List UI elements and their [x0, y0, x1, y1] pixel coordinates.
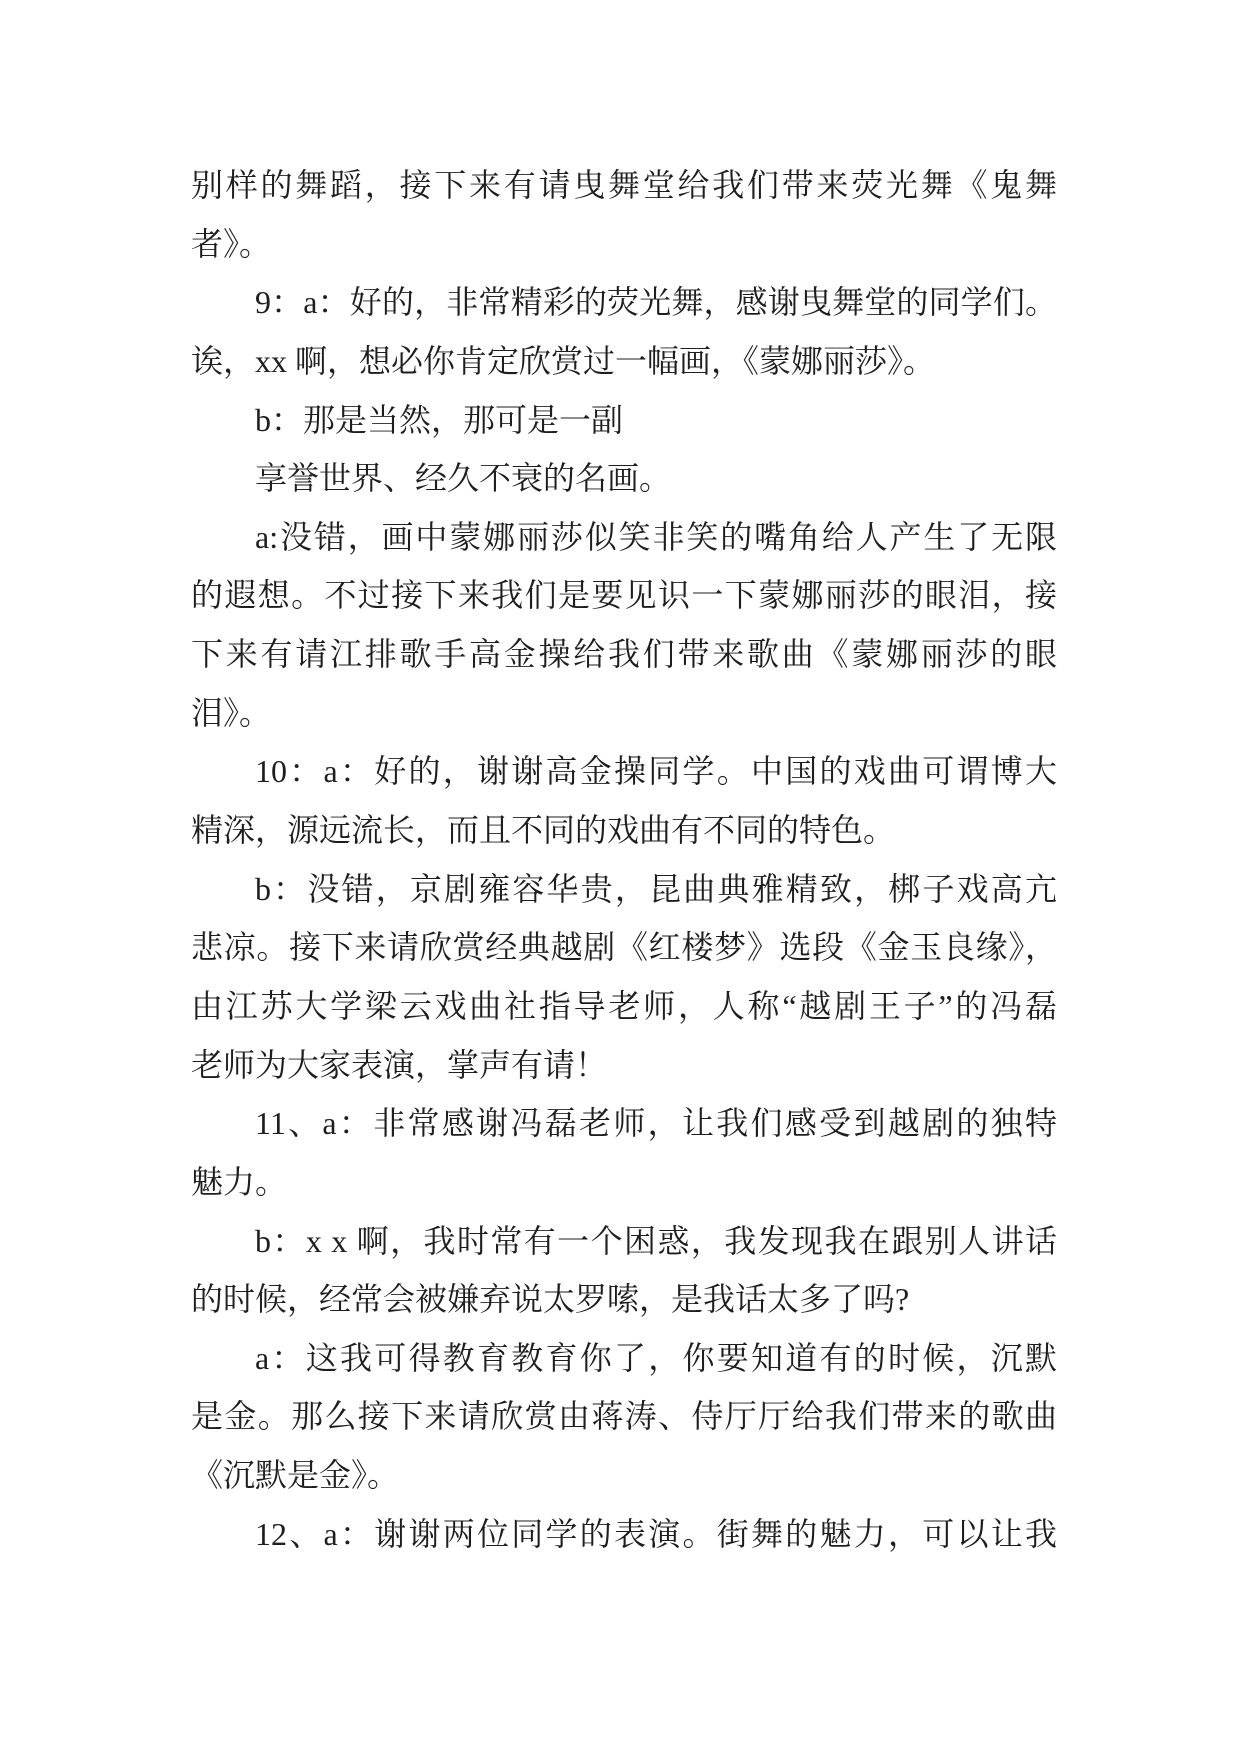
paragraph — [191, 508, 1057, 743]
text-line: 由江苏大学梁云戏曲社指导老师，人称“越剧王子”的冯磊 — [191, 987, 1057, 1024]
text-line: b：那是当然，那可是一副 — [255, 401, 624, 438]
text-line: 的时候，经常会被嫌弃说太罗嗦，是我话太多了吗? — [191, 1281, 910, 1318]
text-line: b：没错，京剧雍容华贵，昆曲典雅精致，梆子戏高亢 — [255, 870, 1057, 907]
paragraph — [191, 273, 1057, 390]
text-line: 泪》。 — [191, 694, 272, 731]
paragraph — [191, 156, 1057, 273]
text-line: 魅力。 — [191, 1163, 288, 1200]
document-body — [191, 156, 1057, 1563]
paragraph — [191, 860, 1057, 1095]
text-line: 别样的舞蹈，接下来有请曳舞堂给我们带来荧光舞《鬼舞 — [191, 167, 1057, 203]
text-line: 11、a：非常感谢冯磊老师，让我们感受到越剧的独特 — [255, 1105, 1057, 1142]
paragraph — [191, 1329, 1057, 1505]
text-line: 悲凉。接下来请欣赏经典越剧《红楼梦》选段《金玉良缘》， — [191, 929, 1057, 966]
text-line: 精深，源远流长，而且不同的戏曲有不同的特色。 — [191, 812, 896, 849]
text-line: 者》。 — [191, 225, 272, 262]
paragraph — [191, 1094, 1057, 1211]
text-line: a：这我可得教育教育你了，你要知道有的时候，沉默 — [255, 1339, 1057, 1376]
paragraph — [191, 1212, 1057, 1329]
text-line: 的遐想。不过接下来我们是要见识一下蒙娜丽莎的眼泪，接 — [191, 577, 1057, 614]
text-line: 9：a：好的，非常精彩的荧光舞，感谢曳舞堂的同学们。 — [255, 284, 1057, 321]
text-line: 老师为大家表演，掌声有请！ — [191, 1046, 608, 1083]
text-line: 《沉默是金》。 — [191, 1457, 400, 1494]
text-line: 10：a：好的，谢谢高金操同学。中国的戏曲可谓博大 — [255, 753, 1057, 790]
text-line: 下来有请江排歌手高金操给我们带来歌曲《蒙娜丽莎的眼 — [191, 636, 1057, 673]
text-line: b：x x 啊，我时常有一个困惑，我发现我在跟别人讲话 — [255, 1222, 1057, 1259]
text-line: a:没错，画中蒙娜丽莎似笑非笑的嘴角给人产生了无限 — [255, 518, 1057, 555]
text-line: 12、a：谢谢两位同学的表演。街舞的魅力，可以让我 — [255, 1515, 1057, 1552]
paragraph — [191, 1505, 1057, 1564]
paragraph — [191, 742, 1057, 859]
paragraph — [191, 449, 1057, 508]
text-line: 诶，xx 啊，想必你肯定欣赏过一幅画，《蒙娜丽莎》。 — [191, 342, 936, 379]
text-line: 享誉世界、经久不衰的名画。 — [255, 460, 672, 497]
text-line: 是金。那么接下来请欣赏由蒋涛、侍厅厅给我们带来的歌曲 — [191, 1398, 1057, 1435]
paragraph — [191, 391, 1057, 450]
